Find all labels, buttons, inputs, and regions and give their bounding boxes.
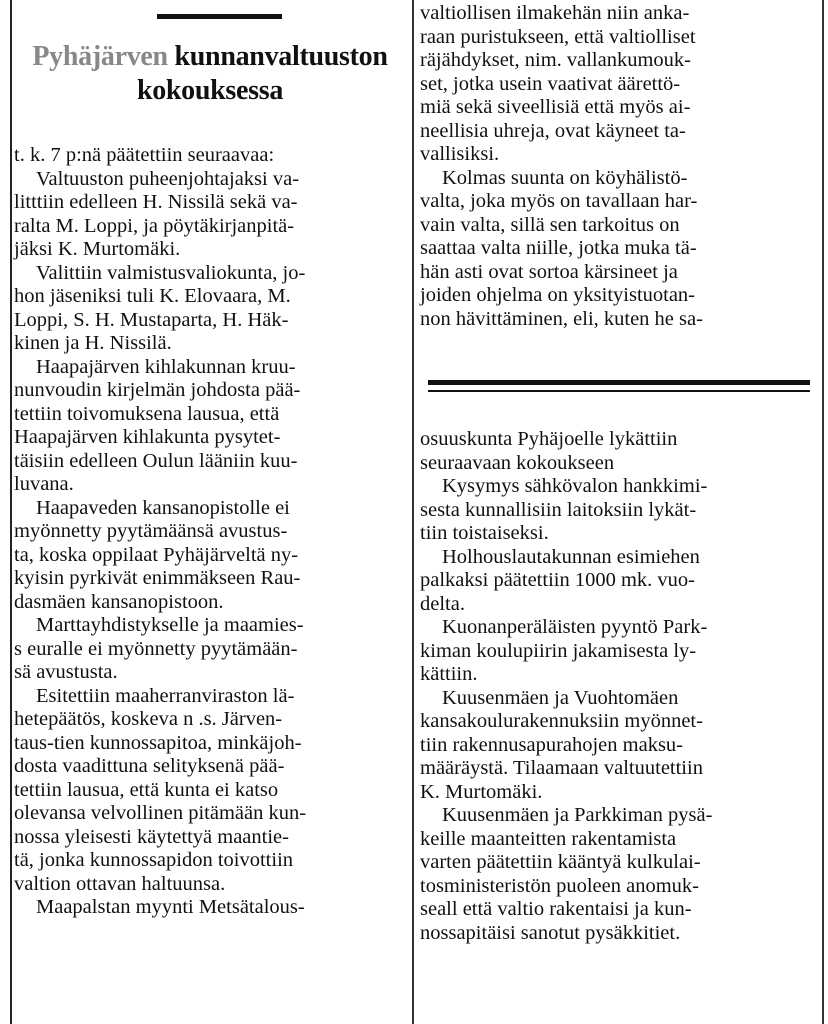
text-line: s euralle ei myönnetty pyytämään- — [14, 637, 298, 660]
text-line: täisiin edelleen Oulun lääniin kuu- — [14, 449, 298, 472]
paragraph — [420, 687, 814, 805]
left-column — [14, 0, 406, 1024]
text-line: kinen ja H. Nissilä. — [14, 332, 172, 354]
text-line: Haapaveden kansanopistolle ei — [36, 496, 290, 519]
text-line: Esitettiin maaherranviraston lä- — [36, 684, 295, 707]
text-line: Marttayhdistykselle ja maamies- — [36, 614, 304, 636]
text-line: seuraavaan kokoukseen — [420, 451, 615, 474]
text-line: hetepäätös, koskeva n .s. Järven- — [14, 708, 283, 730]
text-line: kansakoulurakennuksiin myönnet- — [420, 710, 703, 732]
text-line: non hävittäminen, eli, kuten he sa- — [420, 307, 703, 330]
text-line: Kysymys sähkövalon hankkimi- — [442, 475, 708, 497]
text-line: Holhouslautakunnan esimiehen — [442, 545, 700, 568]
text-line: sesta kunnallisiin laitoksiin lykät- — [420, 498, 697, 521]
text-line: saattaa valta niille, jotka muka tä- — [420, 237, 697, 259]
text-line: myönnetty pyytämäänsä avustus- — [14, 520, 288, 542]
text-line: dasmäen kansanopistoon. — [14, 590, 224, 613]
paragraph — [14, 896, 406, 920]
column-rule-right — [822, 0, 824, 1024]
text-line: Maapalstan myynti Metsätalous- — [36, 896, 305, 918]
headline-rest: kunnanvaltuuston — [167, 41, 388, 72]
text-line: kyisin pyrkivät enimmäkseen Rau- — [14, 567, 301, 589]
text-line: nossa yleisesti käytettyä maantie- — [14, 825, 289, 848]
column-rule-left — [10, 0, 12, 1024]
paragraph — [420, 616, 814, 687]
text-line: tettiin toivomuksena lausua, että — [14, 402, 280, 425]
text-line: ralta M. Loppi, ja pöytäkirjanpitä- — [14, 214, 295, 237]
text-line: Haapajärven kihlakunnan kruu- — [36, 355, 296, 378]
text-line: tiin rakennusapurahojen maksu- — [420, 733, 684, 756]
text-line: Valittiin valmistusvaliokunta, jo- — [36, 261, 306, 284]
text-line: valtiollisen ilmakehän niin anka- — [420, 2, 690, 24]
text-line: seall että valtio rakentaisi ja kun- — [420, 898, 692, 920]
text-line: tiin toistaiseksi. — [420, 522, 549, 544]
text-line: jäksi K. Murtomäki. — [14, 238, 181, 260]
left-article-body — [14, 144, 406, 920]
text-line: delta. — [420, 592, 465, 615]
paragraph — [420, 167, 814, 332]
text-line: olevansa velvollinen pitämään kun- — [14, 802, 307, 824]
text-line: Valtuuston puheenjohtajaksi va- — [36, 167, 300, 190]
paragraph — [420, 2, 814, 167]
paragraph — [14, 356, 406, 497]
text-line: varten päätettiin kääntyä kulkulai- — [420, 851, 701, 873]
text-line: nunvoudin kirjelmän johdosta pää- — [14, 379, 301, 401]
text-line: ta, koska oppilaat Pyhäjärveltä ny- — [14, 543, 299, 566]
text-line: Kuonanperäläisten pyyntö Park- — [442, 616, 708, 638]
paragraph — [420, 804, 814, 945]
text-line: dosta vaadittuna selityksenä pää- — [14, 755, 285, 777]
paragraph — [420, 428, 814, 475]
text-line: tosministeristön puoleen anomuk- — [420, 874, 699, 897]
text-line: joiden ohjelma on yksityistuotan- — [420, 284, 696, 306]
paragraph — [14, 262, 406, 356]
text-line: raan puristukseen, että valtiolliset — [420, 25, 696, 48]
text-line: määräystä. Tilaamaan valtuutettiin — [420, 757, 703, 779]
paragraph — [14, 497, 406, 615]
text-line: K. Murtomäki. — [420, 780, 543, 803]
text-line: vallisiksi. — [420, 143, 500, 165]
text-line: luvana. — [14, 473, 74, 495]
headline-line2: kokouksessa — [136, 75, 284, 106]
paragraph — [14, 144, 406, 168]
text-line: Kuusenmäen ja Vuohtomäen — [442, 686, 679, 709]
right-bottom-article-body — [420, 428, 814, 945]
text-line: räjähdykset, nim. vallankumouk- — [420, 49, 691, 71]
text-line: taus-tien kunnossapitoa, minkäjoh- — [14, 731, 302, 754]
text-line: keille maanteitten rakentamista — [420, 827, 677, 850]
paragraph — [420, 546, 814, 617]
text-line: Kuusenmäen ja Parkkiman pysä- — [442, 804, 713, 826]
right-top-article-body — [420, 2, 814, 331]
text-line: t. k. 7 p:nä päätettiin seuraavaa: — [14, 144, 275, 166]
text-line: Loppi, S. H. Mustaparta, H. Häk- — [14, 308, 289, 331]
text-line: palkaksi päätettiin 1000 mk. vuo- — [420, 569, 695, 591]
article-headline — [14, 40, 406, 108]
text-line: kiman koulupiirin jakamisesta ly- — [420, 639, 697, 662]
headline-place: Pyhäjärven — [32, 41, 168, 72]
text-line: sä avustusta. — [14, 661, 118, 683]
text-line: Haapajärven kihlakunta pysytet- — [14, 426, 281, 448]
paragraph — [14, 685, 406, 897]
text-line: miä sekä siveellisiä että myös ai- — [420, 96, 691, 118]
right-column — [420, 0, 814, 1024]
paragraph — [420, 475, 814, 546]
text-line: set, jotka usein vaativat äärettö- — [420, 72, 681, 95]
text-line: tä, jonka kunnossapidon toivottiin — [14, 849, 294, 871]
text-line: osuuskunta Pyhäjoelle lykättiin — [420, 428, 678, 450]
text-line: kättiin. — [420, 663, 478, 685]
text-line: hän asti ovat sortoa kärsineet ja — [420, 260, 678, 283]
text-line: hon jäseniksi tuli K. Elovaara, M. — [14, 285, 291, 307]
text-line: nossapitäisi sanotut pysäkkitiet. — [420, 921, 681, 944]
top-decorative-bar — [157, 14, 282, 19]
text-line: neellisia uhreja, ovat käyneet ta- — [420, 119, 686, 142]
text-line: valtion ottavan haltuunsa. — [14, 872, 226, 895]
text-line: litttiin edelleen H. Nissilä sekä va- — [14, 191, 298, 213]
paragraph — [14, 614, 406, 685]
column-rule-middle — [412, 0, 414, 1024]
text-line: vain valta, sillä sen tarkoitus on — [420, 213, 680, 236]
paragraph — [14, 168, 406, 262]
section-divider — [428, 380, 810, 392]
text-line: tettiin lausua, että kunta ei katso — [14, 778, 279, 801]
text-line: Kolmas suunta on köyhälistö- — [442, 166, 688, 189]
text-line: valta, joka myös on tavallaan har- — [420, 190, 698, 212]
